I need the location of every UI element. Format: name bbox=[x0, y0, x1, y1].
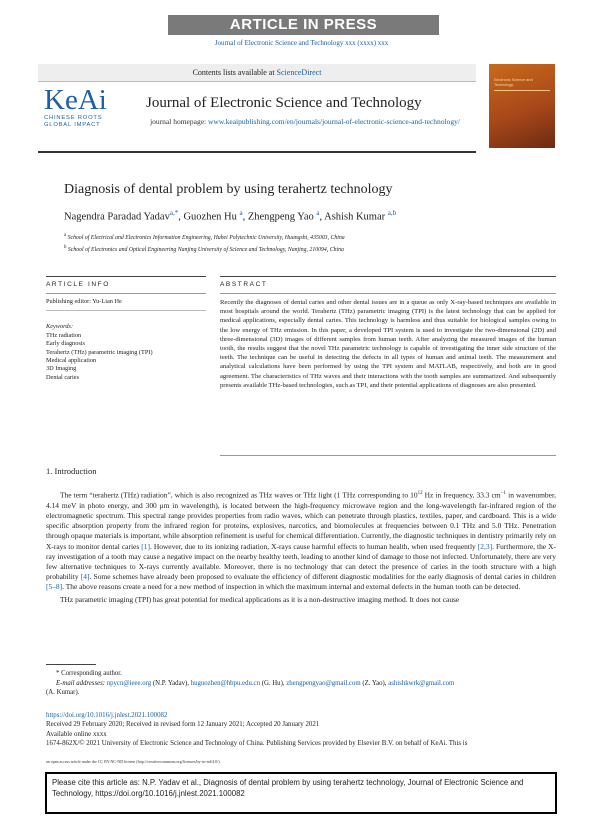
abstract-bottom-rule bbox=[220, 455, 556, 456]
email-label: E-mail addresses: bbox=[56, 679, 106, 687]
intro-paragraph-1: The term “terahertz (THz) radiation”, which is also recognized as THz waves or THz light (1 THz corresponding to $10^{12}$ Hz in frequency, 33.3 $cm^{-1}$ in wavenumber, 4.14 meV in photo energy, and 300 μm in wavelength), is located between the high-frequency microwave region and the long-wavelength far-infrared region of the electromagnetic spectrum. This spectral range provides properties from radio waves, which can penetrate through plastics, textiles, paper, and cardboard. This is a wide specific absorption property from the infrared region for proteins, explosives, narcotics, and biomolecules at frequencies between 0.1 THz and 5.0 THz. Penetration through opaque materials is important, while absorption refinement is useful for chemical differentiation. Currently, the diagnostic techniques in dentistry primarily rely on X-rays to monitor dental caries [1]. However, due to its ionizing radiation, X-rays cause harmful effects to human health, when used frequently [2,3]. Furthermore, the X-ray investigation of a tooth may cause a negative impact on the nearby healthy teeth, leading to another kind of damage to those not infected. Unfortunately, there are very few alternative techniques to X-rays currently available. Moreover, there is no technology that can detect the presence of caries in the tooth structure with a high probability [4]. Some schemes have already been proposed to evaluate the efficiency of different diagnostic modalities for the early diagnosis of dental caries in children [5–8]. The above reasons create a need for a new method of inspection in which the maximum internal and external defects in the human tooth can be detected. bbox=[46, 490, 556, 592]
cover-divider bbox=[494, 90, 550, 91]
abstract-top-rule bbox=[220, 276, 556, 277]
article-info-column bbox=[46, 298, 206, 382]
copyright-line: 1674-862X/© 2021 University of Electronic Science and Technology of China. Publishing Services provided by Elsevier B.V. on behalf of KeAi. This is bbox=[46, 740, 468, 748]
journal-homepage bbox=[140, 117, 470, 127]
author-sup[interactable]: a bbox=[316, 209, 320, 217]
footnotes bbox=[46, 669, 556, 698]
contents-prefix: Contents lists available at bbox=[192, 68, 275, 77]
author-sup[interactable]: a,b bbox=[387, 209, 397, 217]
article-title: Diagnosis of dental problem by using terahertz technology bbox=[64, 182, 393, 197]
journal-reference[interactable]: Journal of Electronic Science and Technology xxx (xxxx) xxx bbox=[214, 39, 389, 47]
affiliation-text: School of Electrical and Electronics Information Engineering, Hubei Polytechnic University, Huangshi, 435003, China bbox=[67, 234, 345, 241]
email-link[interactable]: huguozhen@hbpu.edu.cn bbox=[190, 679, 260, 687]
corresponding-author-note: * Corresponding author. bbox=[56, 670, 122, 677]
affiliations bbox=[64, 231, 554, 255]
citation-link[interactable]: [2,3] bbox=[477, 541, 493, 551]
affiliation-b bbox=[64, 243, 554, 255]
available-online: Available online xxxx bbox=[46, 730, 107, 738]
homepage-prefix: journal homepage: bbox=[150, 117, 207, 126]
keai-logo-word: KeAi bbox=[44, 84, 107, 116]
editor-rule bbox=[46, 310, 206, 311]
abstract-heading: ABSTRACT bbox=[220, 281, 268, 288]
citation-text: Please cite this article as: N.P. Yadav et al., Diagnosis of dental problem by using terahertz technology, Journal of Electronic Science and Technology, https://doi.org/10.1016/j.jnlest.2021.100082 bbox=[52, 778, 524, 798]
keai-logo-sub2: GLOBAL IMPACT bbox=[44, 122, 101, 128]
keywords-title: Keywords: bbox=[46, 323, 74, 331]
keyword-item: Early diagnosis bbox=[46, 340, 85, 348]
author-sup[interactable]: a bbox=[239, 209, 243, 217]
citation-link[interactable]: [5–8] bbox=[46, 582, 63, 592]
keyword-item: THz radiation bbox=[46, 331, 82, 339]
banner-text: ARTICLE IN PRESS bbox=[229, 16, 378, 33]
author-name[interactable]: Zhengpeng Yao bbox=[247, 211, 314, 223]
citation-link[interactable]: [1] bbox=[141, 541, 150, 551]
info-top-rule bbox=[46, 276, 206, 277]
author-sup[interactable]: a,* bbox=[169, 209, 179, 217]
introduction-body bbox=[46, 489, 556, 605]
email-addresses: E-mail addresses: npycn@ieee.org (N.P. Yadav), huguozhen@hbpu.edu.cn (G. Hu), zhengpengyao@gmail.com (Z. Yao), ashishkwrk@gmail.com bbox=[56, 679, 455, 687]
keyword-item: Terahertz (THz) parametric imaging (TPI) bbox=[46, 348, 153, 356]
email-link[interactable]: zhengpengyao@gmail.com bbox=[286, 679, 361, 687]
journal-cover-image[interactable] bbox=[489, 64, 555, 148]
affiliation-a bbox=[64, 231, 554, 243]
email-link[interactable]: ashishkwrk@gmail.com bbox=[388, 679, 455, 687]
abstract-text: Recently the diagnoses of dental caries and other dental issues are in a queue as only X-ray-based techniques are available in most hospitals around the world. Terahertz (THz) parametric imaging (TPI) is the latest technology that can be applied for medical applications, especially dental caries. This technology is harmless and thus suitable for biological samples owing to the low energy of THz emission. In this paper, a developed TPI system is used to investigate the two-dimensional (2D) and three-dimensional (3D) images of different samples from human teeth. After analyzing the measured images of the human tooth, the results suggest that the novel THz parametric technology is capable of investigating the inner side structure of the teeth. The technique can be useful in detecting the defects in all types of human and animal teeth. The measurement and analytical calculations have been performed by using the TPI system and MATLAB, respectively, and both are in good agreement. The characteristics of THz waves and their interactions with the tooth samples are summarized. And subsequently presents available THz-based technologies, such as TPI, and their potential applications of diagnoses are also presented. bbox=[220, 299, 556, 389]
author-name[interactable]: Guozhen Hu bbox=[183, 211, 237, 223]
citation-box bbox=[45, 772, 557, 814]
citation-link[interactable]: [4] bbox=[80, 572, 90, 582]
footnote-rule bbox=[46, 664, 96, 665]
license-line[interactable]: an open access article under the CC BY-NC-ND license (http://creativecommons.org/licenses/by-nc-nd/4.0/). bbox=[46, 759, 221, 764]
keai-logo bbox=[44, 85, 124, 129]
abstract-head-rule bbox=[220, 293, 556, 294]
intro-paragraph-2: THz parametric imaging (TPI) has great potential for medical applications as it is a non-destructive imaging method. It does not cause bbox=[60, 594, 460, 604]
keyword-item: Dental caries bbox=[46, 373, 80, 381]
homepage-link[interactable]: www.keaipublishing.com/en/journals/journal-of-electronic-science-and-technology/ bbox=[207, 117, 460, 126]
publication-meta bbox=[46, 711, 556, 749]
doi-link[interactable]: https://doi.org/10.1016/j.jnlest.2021.100082 bbox=[46, 712, 168, 719]
affiliation-sup: a bbox=[64, 233, 67, 238]
article-info-heading: ARTICLE INFO bbox=[46, 281, 110, 288]
keai-logo-sub1: CHINESE ROOTS bbox=[44, 115, 103, 121]
cover-title: Electronic Science and Technology bbox=[494, 78, 533, 87]
email-link[interactable]: npycn@ieee.org bbox=[106, 679, 152, 687]
sciencedirect-link[interactable]: ScienceDirect bbox=[276, 68, 322, 77]
introduction-heading: 1. Introduction bbox=[46, 466, 97, 476]
affiliation-text: School of Electronics and Optical Engineering Nanjing University of Science and Technology, Nanjing, 210094, China bbox=[67, 246, 344, 253]
affiliation-sup: b bbox=[64, 244, 67, 250]
keyword-item: Medical application bbox=[46, 357, 97, 365]
publishing-editor: Publishing editor: Yu-Lian He bbox=[46, 298, 122, 305]
info-head-rule bbox=[46, 293, 206, 294]
received-dates: Received 29 February 2020; Received in revised form 12 January 2021; Accepted 20 January 2021 bbox=[46, 721, 320, 729]
journal-title: Journal of Electronic Science and Technology bbox=[146, 95, 422, 111]
contents-strip bbox=[38, 64, 476, 82]
keyword-item: 3D Imaging bbox=[46, 365, 77, 373]
author-name[interactable]: Nagendra Paradad Yadav bbox=[64, 211, 170, 223]
author-name[interactable]: Ashish Kumar bbox=[324, 211, 386, 223]
article-in-press-banner bbox=[0, 0, 603, 35]
author-list: Nagendra Paradad Yadav$^{a,*}$, Guozhen Hu $^a$, Zhengpeng Yao $^a$, Ashish Kumar $^{a,b}$ bbox=[64, 209, 397, 223]
email-last-name: (A. Kumar). bbox=[46, 689, 80, 696]
